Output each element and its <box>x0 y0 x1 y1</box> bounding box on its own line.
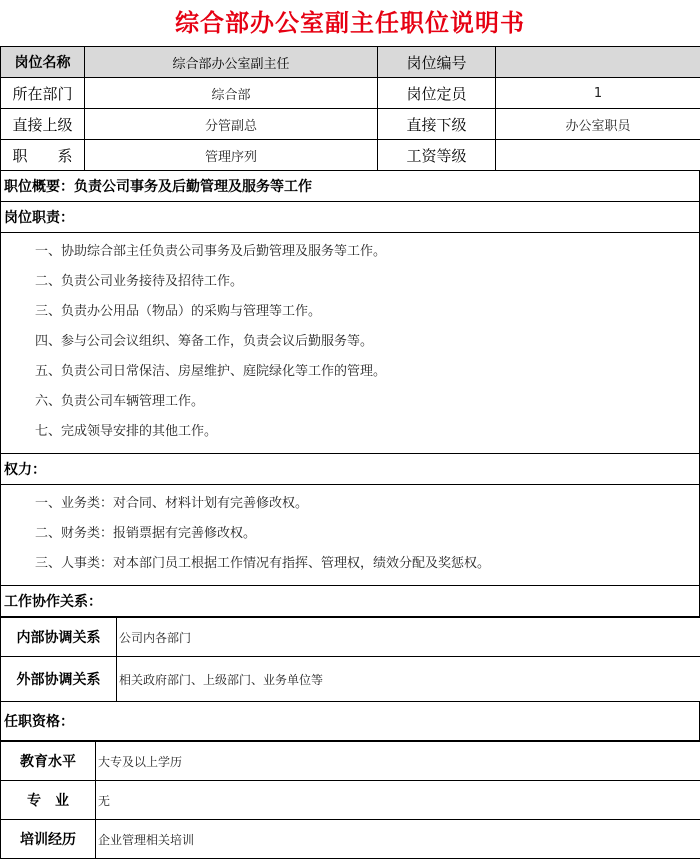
duty-item: 二、负责公司业务接待及招待工作。 <box>1 267 699 297</box>
internal-coordination-value: 公司内各部门 <box>117 618 700 657</box>
series-value: 管理序列 <box>85 140 378 171</box>
subordinate-label: 直接下级 <box>378 109 496 140</box>
salary-grade-label: 工资等级 <box>378 140 496 171</box>
training-value: 企业管理相关培训 <box>96 820 700 859</box>
superior-label: 直接上级 <box>1 109 85 140</box>
training-label: 培训经历 <box>1 820 96 859</box>
department-label: 所在部门 <box>1 78 85 109</box>
series-label: 职 系 <box>1 140 85 171</box>
headcount-value: 1 <box>496 78 700 109</box>
external-coordination-value: 相关政府部门、上级部门、业务单位等 <box>117 657 700 702</box>
duty-item: 七、完成领导安排的其他工作。 <box>1 417 699 447</box>
duty-item: 三、负责办公用品（物品）的采购与管理等工作。 <box>1 297 699 327</box>
info-row-position <box>1 47 700 78</box>
cooperation-table <box>0 617 700 702</box>
qualification-heading: 任职资格： <box>1 702 700 741</box>
power-item: 一、业务类：对合同、材料计划有完善修改权。 <box>1 489 699 519</box>
power-heading: 权力： <box>1 454 700 485</box>
education-label: 教育水平 <box>1 742 96 781</box>
cooperation-heading: 工作协作关系： <box>1 586 700 617</box>
duty-item: 四、参与公司会议组织、筹备工作，负责会议后勤服务等。 <box>1 327 699 357</box>
salary-grade-value <box>496 140 700 171</box>
duties-heading: 岗位职责： <box>1 202 700 233</box>
position-code-label: 岗位编号 <box>378 47 496 78</box>
position-name-value: 综合部办公室副主任 <box>85 47 378 78</box>
body-table <box>0 171 700 617</box>
duty-item: 一、协助综合部主任负责公司事务及后勤管理及服务等工作。 <box>1 237 699 267</box>
power-item: 二、财务类：报销票据有完善修改权。 <box>1 519 699 549</box>
overview-section: 职位概要：负责公司事务及后勤管理及服务等工作 <box>1 171 700 202</box>
education-value: 大专及以上学历 <box>96 742 700 781</box>
info-row-series <box>1 140 700 171</box>
superior-value: 分管副总 <box>85 109 378 140</box>
external-coordination-label: 外部协调关系 <box>1 657 117 702</box>
position-code-value <box>496 47 700 78</box>
internal-coordination-label: 内部协调关系 <box>1 618 117 657</box>
duty-item: 六、负责公司车辆管理工作。 <box>1 387 699 417</box>
headcount-label: 岗位定员 <box>378 78 496 109</box>
major-label: 专 业 <box>1 781 96 820</box>
position-name-label: 岗位名称 <box>1 47 85 78</box>
power-list <box>1 485 700 586</box>
power-item: 三、人事类：对本部门员工根据工作情况有指挥、管理权，绩效分配及奖惩权。 <box>1 549 699 579</box>
subordinate-value: 办公室职员 <box>496 109 700 140</box>
qualification-heading-table <box>0 702 700 741</box>
major-value: 无 <box>96 781 700 820</box>
duty-item: 五、负责公司日常保洁、房屋维护、庭院绿化等工作的管理。 <box>1 357 699 387</box>
document-title: 综合部办公室副主任职位说明书 <box>0 0 700 46</box>
duties-list <box>1 233 700 454</box>
qualification-table <box>0 741 700 859</box>
info-row-department <box>1 78 700 109</box>
info-row-superior <box>1 109 700 140</box>
info-table <box>0 46 700 171</box>
department-value: 综合部 <box>85 78 378 109</box>
